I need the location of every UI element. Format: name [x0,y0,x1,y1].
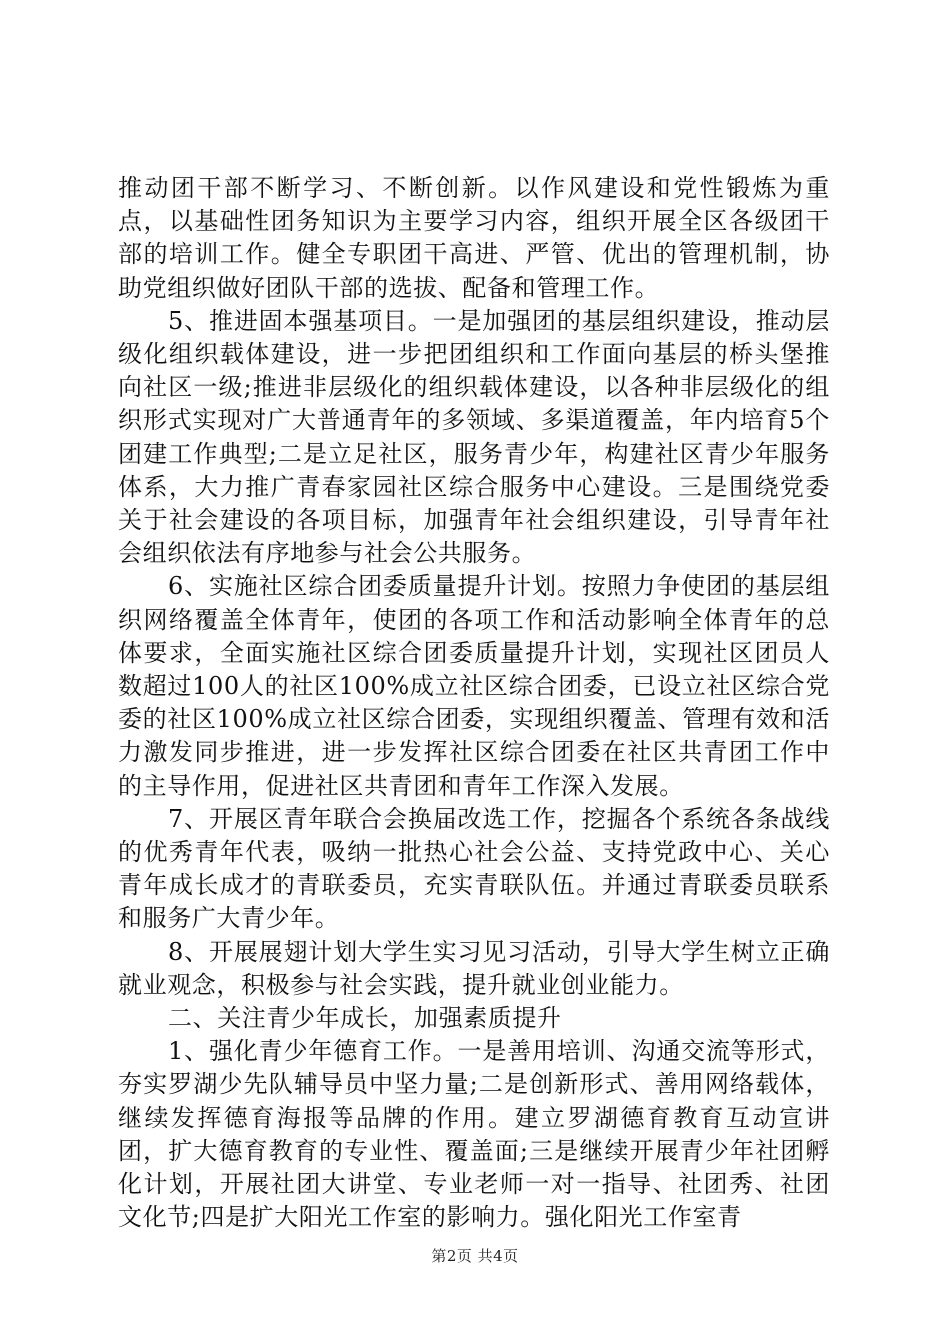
paragraph-item-5: 5、推进固本强基项目。一是加强团的基层组织建设，推动层级化组织载体建设，进一步把团组织和工作面向基层的桥头堡推向社区一级;推进非层级化的组织载体建设，以各种非层级化的组织形式实现对广大普通青年的多领域、多渠道覆盖，年内培育5个团建工作典型;二是立足社区，服务青少年，构建社区青少年服务体系，大力推广青春家园社区综合服务中心建设。三是围绕党委关于社会建设的各项目标，加强青年社会组织建设，引导青年社会组织依法有序地参与社会公共服务。 [118,306,830,568]
paragraph-continuation: 推动团干部不断学习、不断创新。以作风建设和党性锻炼为重点，以基础性团务知识为主要学习内容，组织开展全区各级团干部的培训工作。健全专职团干高进、严管、优出的管理机制，协助党组织做好团队干部的选拔、配备和管理工作。 [118,174,830,302]
paragraph-section2-item-1: 1、强化青少年德育工作。一是善用培训、沟通交流等形式，夯实罗湖少先队辅导员中坚力量;二是创新形式、善用网络载体，继续发挥德育海报等品牌的作用。建立罗湖德育教育互动宣讲团，扩大德育教育的专业性、覆盖面;三是继续开展青少年社团孵化计划，开展社团大讲堂、专业老师一对一指导、社团秀、社团文化节;四是扩大阳光工作室的影响力。强化阳光工作室青 [118,1037,830,1232]
paragraph-item-7: 7、开展区青年联合会换届改选工作，挖掘各个系统各条战线的优秀青年代表，吸纳一批热心社会公益、支持党政中心、关心青年成长成才的青联委员，充实青联队伍。并通过青联委员联系和服务广大青少年。 [118,804,830,933]
section-heading-2: 二、关注青少年成长，加强素质提升 [168,1004,562,1033]
paragraph-item-6: 6、实施社区综合团委质量提升计划。按照力争使团的基层组织网络覆盖全体青年，使团的各项工作和活动影响全体青年的总体要求，全面实施社区综合团委质量提升计划，实现社区团员人数超过100人的社区100%成立社区综合团委，已设立社区综合党委的社区100%成立社区综合团委，实现组织覆盖、管理有效和活力激发同步推进，进一步发挥社区综合团委在社区共青团工作中的主导作用，促进社区共青团和青年工作深入发展。 [118,572,830,800]
page-number-footer: 第2页 共4页 [431,1247,519,1265]
document-body [118,172,830,1235]
paragraph-item-8: 8、开展展翅计划大学生实习见习活动，引导大学生树立正确就业观念，积极参与社会实践，提升就业创业能力。 [118,937,830,999]
